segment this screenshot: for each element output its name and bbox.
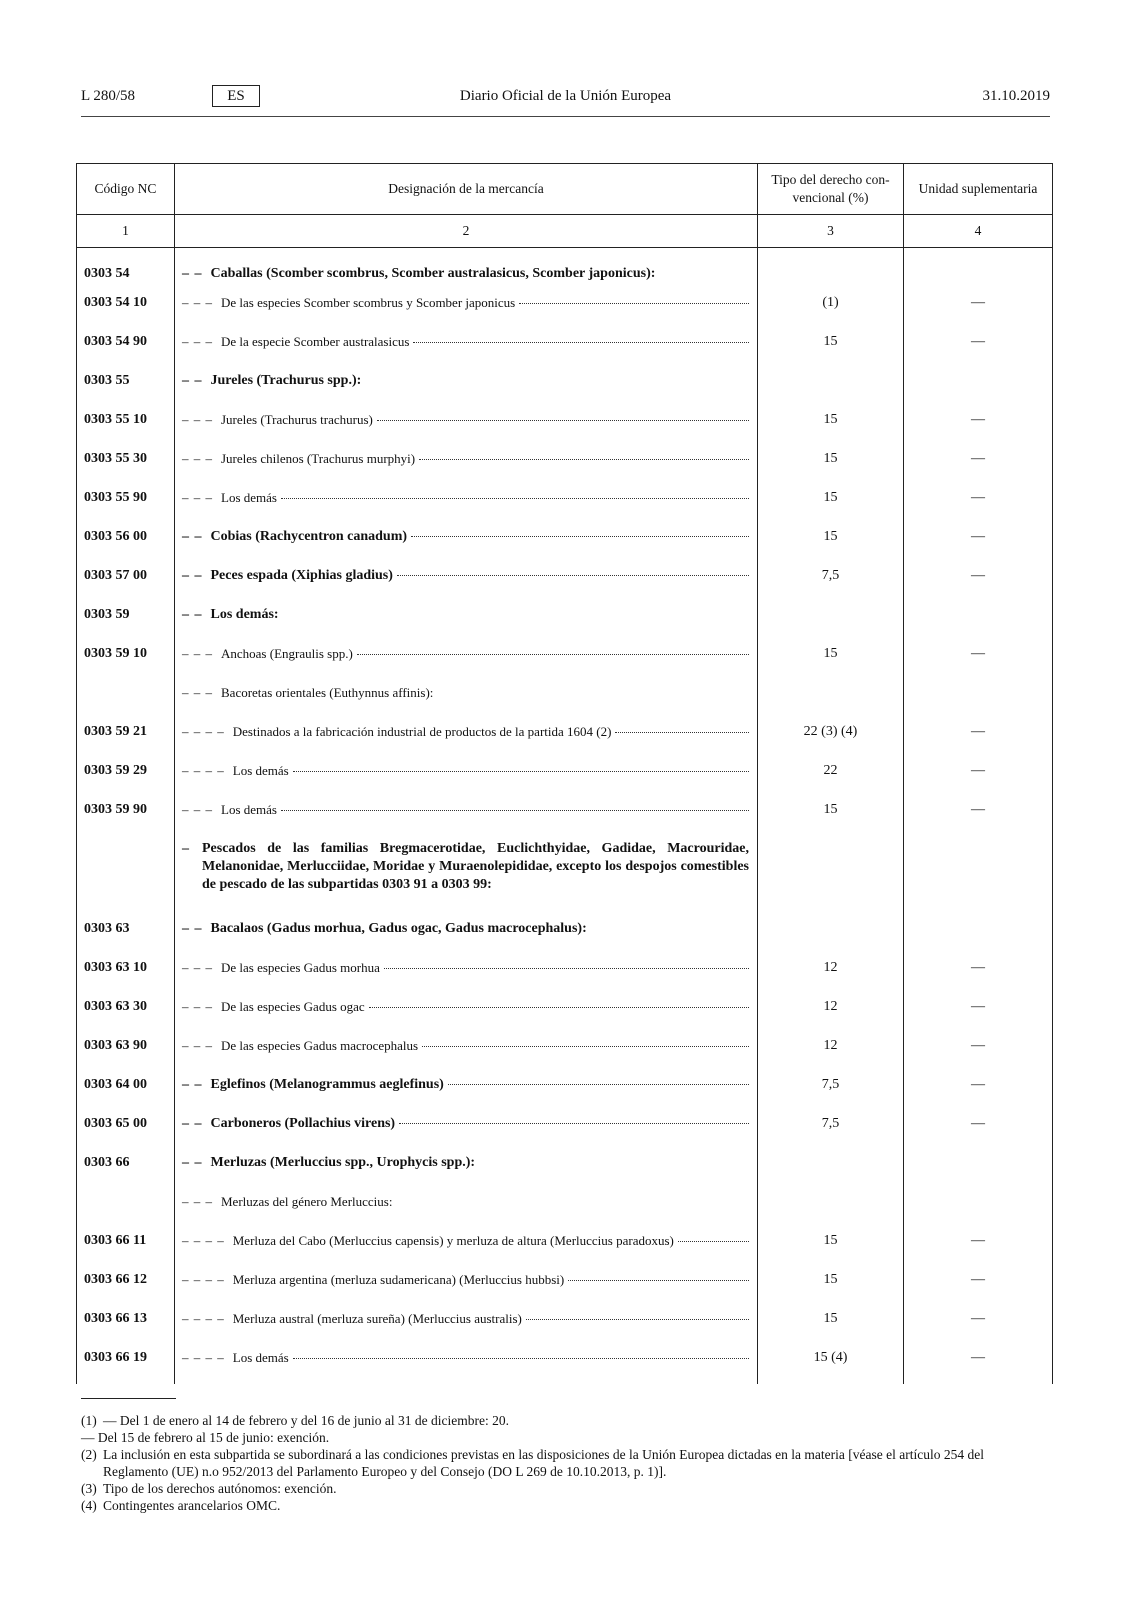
table-row [77, 407, 1053, 446]
cn-code: 0303 66 [77, 1150, 175, 1189]
cn-code: 0303 63 10 [77, 955, 175, 994]
duty-rate: 15 [758, 797, 904, 836]
description-text: Los demás: [210, 607, 279, 622]
footnote-text: Tipo de los derechos autónomos: exención. [103, 1481, 337, 1496]
duty-rate: 12 [758, 955, 904, 994]
goods-description [175, 1072, 758, 1111]
goods-description [175, 485, 758, 524]
duty-rate: 15 [758, 1228, 904, 1267]
table-row [77, 1111, 1053, 1150]
table-row [77, 563, 1053, 602]
level-dash: – – – – [182, 1233, 225, 1248]
cn-code: 0303 57 00 [77, 563, 175, 602]
table-row [77, 1306, 1053, 1345]
description-text: Carboneros (Pollachius virens) [210, 1116, 396, 1131]
supplementary-unit [904, 916, 1053, 955]
table-row [77, 680, 1053, 719]
cn-code: 0303 66 11 [77, 1228, 175, 1267]
supplementary-unit: — [904, 1267, 1053, 1306]
supplementary-unit [904, 1189, 1053, 1228]
cn-code: 0303 63 [77, 916, 175, 955]
cn-code: 0303 59 90 [77, 797, 175, 836]
supplementary-unit: — [904, 1228, 1053, 1267]
supplementary-unit: — [904, 524, 1053, 563]
supplementary-unit [904, 368, 1053, 407]
level-dash: – – – [182, 451, 213, 466]
level-dash: – – [182, 607, 203, 622]
footnote [81, 1429, 1050, 1446]
duty-rate: (1) [758, 290, 904, 329]
column-number: 4 [904, 215, 1053, 248]
header-rule [81, 116, 1050, 117]
duty-rate: 15 [758, 1306, 904, 1345]
level-dash: – – – [182, 646, 213, 661]
table-row [77, 797, 1053, 836]
dot-leader [411, 535, 749, 537]
level-dash: – – – [182, 802, 213, 817]
level-dash: – – – [182, 960, 213, 975]
duty-rate: 7,5 [758, 563, 904, 602]
level-dash: – – – – [182, 1350, 225, 1365]
duty-rate [758, 680, 904, 719]
footnote-text: La inclusión en esta subpartida se subordinará a las condiciones previstas en las disposiciones de la Unión Europea dictadas en la materia [véase el artículo 254 del Reglamento (UE) n.o 952/2013 del Parlamento Europeo y del Consejo (DO L 269 de 10.10.2013, p. 1)]. [103, 1447, 984, 1479]
supplementary-unit [904, 836, 1053, 916]
cn-code: 0303 64 00 [77, 1072, 175, 1111]
cn-code [77, 836, 175, 916]
dot-leader [422, 1045, 749, 1047]
goods-description [175, 1345, 758, 1384]
cn-code [77, 1189, 175, 1228]
dot-leader [281, 809, 749, 811]
supplementary-unit: — [904, 329, 1053, 368]
supplementary-unit: — [904, 1072, 1053, 1111]
level-dash: – – – [182, 685, 213, 700]
level-dash: – – [182, 1155, 203, 1170]
goods-description [175, 602, 758, 641]
supplementary-unit: — [904, 407, 1053, 446]
page-header [81, 88, 1050, 110]
description-text: De las especies Gadus morhua [221, 960, 380, 975]
cn-code: 0303 65 00 [77, 1111, 175, 1150]
goods-description [175, 563, 758, 602]
cn-code: 0303 54 90 [77, 329, 175, 368]
duty-rate [758, 602, 904, 641]
table-row [77, 1189, 1053, 1228]
description-text: Los demás [232, 763, 289, 778]
duty-rate: 15 (4) [758, 1345, 904, 1384]
duty-rate: 15 [758, 1267, 904, 1306]
description-text: Caballas (Scomber scombrus, Scomber australasicus, Scomber japonicus): [210, 266, 656, 281]
table-row [77, 290, 1053, 329]
publication-date: 31.10.2019 [982, 88, 1050, 104]
supplementary-unit: — [904, 563, 1053, 602]
supplementary-unit: — [904, 1111, 1053, 1150]
level-dash: – – – [182, 295, 213, 310]
supplementary-unit [904, 602, 1053, 641]
level-dash: – [182, 841, 189, 856]
cn-code: 0303 55 10 [77, 407, 175, 446]
table-row [77, 368, 1053, 407]
level-dash: – – – [182, 412, 213, 427]
table-row [77, 1150, 1053, 1189]
goods-description [175, 797, 758, 836]
goods-description [175, 1033, 758, 1072]
footnote-mark: (2) [81, 1447, 97, 1462]
duty-rate: 22 (3) (4) [758, 719, 904, 758]
table-row [77, 602, 1053, 641]
level-dash: – – [182, 921, 203, 936]
dot-leader [293, 770, 749, 772]
duty-rate: 22 [758, 758, 904, 797]
supplementary-unit: — [904, 797, 1053, 836]
goods-description [175, 407, 758, 446]
level-dash: – – [182, 1116, 203, 1131]
table-row [77, 1033, 1053, 1072]
cn-code: 0303 55 30 [77, 446, 175, 485]
goods-description [175, 1306, 758, 1345]
dot-leader [293, 1357, 749, 1359]
description-text: Los demás [221, 802, 277, 817]
table-row [77, 758, 1053, 797]
supplementary-unit: — [904, 446, 1053, 485]
description-text: De las especies Scomber scombrus y Scomber japonicus [221, 295, 516, 310]
supplementary-unit: — [904, 719, 1053, 758]
cn-code: 0303 59 29 [77, 758, 175, 797]
table-row [77, 485, 1053, 524]
description-text: Peces espada (Xiphias gladius) [210, 568, 393, 583]
table-row [77, 248, 1053, 291]
duty-rate [758, 248, 904, 291]
footnote-mark: (4) [81, 1498, 97, 1513]
journal-title: Diario Oficial de la Unión Europea [459, 88, 672, 104]
cn-code: 0303 66 12 [77, 1267, 175, 1306]
duty-rate: 15 [758, 524, 904, 563]
level-dash: – – [182, 568, 203, 583]
description-text: Eglefinos (Melanogrammus aeglefinus) [210, 1077, 444, 1092]
dot-leader [397, 574, 749, 576]
dot-leader [377, 419, 749, 421]
table-row [77, 329, 1053, 368]
goods-description [175, 290, 758, 329]
table-row [77, 1345, 1053, 1384]
description-text: Los demás [232, 1350, 289, 1365]
level-dash: – – [182, 529, 203, 544]
goods-description [175, 524, 758, 563]
cn-code: 0303 55 90 [77, 485, 175, 524]
dot-leader [369, 1006, 749, 1008]
duty-rate [758, 836, 904, 916]
level-dash: – – [182, 266, 203, 281]
goods-description [175, 836, 758, 916]
goods-description [175, 680, 758, 719]
tariff-table [76, 163, 1053, 1384]
goods-description [175, 758, 758, 797]
supplementary-unit: — [904, 955, 1053, 994]
goods-description [175, 1189, 758, 1228]
footnote-mark: (3) [81, 1481, 97, 1496]
table-row [77, 1267, 1053, 1306]
description-text: Merluzas (Merluccius spp., Urophycis spp.): [210, 1155, 476, 1170]
footnote [81, 1412, 1050, 1429]
footnote-text: — Del 15 de febrero al 15 de junio: exención. [81, 1430, 330, 1445]
footnote-text: Contingentes arancelarios OMC. [103, 1498, 281, 1513]
description-text: Jureles chilenos (Trachurus murphyi) [221, 451, 416, 466]
dot-leader [413, 341, 749, 343]
duty-rate: 12 [758, 994, 904, 1033]
footnote [81, 1480, 1050, 1497]
footnote-text: — Del 1 de enero al 14 de febrero y del 16 de junio al 31 de diciembre: 20. [103, 1413, 509, 1428]
table-row [77, 524, 1053, 563]
description-text: Bacoretas orientales (Euthynnus affinis): [221, 685, 434, 700]
footnote [81, 1497, 1050, 1514]
table-header-row [77, 164, 1053, 215]
description-text: Merluzas del género Merluccius: [221, 1194, 393, 1209]
duty-rate [758, 1150, 904, 1189]
description-text: De las especies Gadus macrocephalus [221, 1038, 419, 1053]
cn-code: 0303 66 13 [77, 1306, 175, 1345]
table-row [77, 916, 1053, 955]
cn-code: 0303 54 [77, 248, 175, 291]
supplementary-unit: — [904, 485, 1053, 524]
cn-code: 0303 63 90 [77, 1033, 175, 1072]
duty-rate: 15 [758, 329, 904, 368]
level-dash: – – – – [182, 763, 225, 778]
goods-description [175, 446, 758, 485]
description-text: Merluza austral (merluza sureña) (Merluccius australis) [232, 1311, 522, 1326]
level-dash: – – [182, 1077, 203, 1092]
description-text: Los demás [221, 490, 277, 505]
description-text: Merluza del Cabo (Merluccius capensis) y merluza de altura (Merluccius paradoxus) [232, 1233, 674, 1248]
column-number: 1 [77, 215, 175, 248]
language-badge: ES [212, 85, 260, 107]
table-row [77, 719, 1053, 758]
duty-rate: 7,5 [758, 1111, 904, 1150]
level-dash: – – – – [182, 724, 225, 739]
goods-description [175, 641, 758, 680]
cn-code: 0303 59 21 [77, 719, 175, 758]
level-dash: – – – [182, 999, 213, 1014]
table-column-number-row [77, 215, 1053, 248]
dot-leader [615, 731, 749, 733]
duty-rate [758, 916, 904, 955]
goods-description [175, 248, 758, 291]
goods-description [175, 955, 758, 994]
duty-rate: 7,5 [758, 1072, 904, 1111]
description-text: Bacalaos (Gadus morhua, Gadus ogac, Gadus macrocephalus): [210, 921, 587, 936]
cn-code: 0303 63 30 [77, 994, 175, 1033]
table-row [77, 1072, 1053, 1111]
supplementary-unit: — [904, 1033, 1053, 1072]
description-text: Jureles (Trachurus trachurus) [221, 412, 373, 427]
goods-description [175, 1150, 758, 1189]
footnotes [81, 1412, 1050, 1514]
table-row [77, 836, 1053, 916]
supplementary-unit: — [904, 994, 1053, 1033]
column-header: Código NC [77, 164, 175, 215]
table-row [77, 994, 1053, 1033]
goods-description [175, 1111, 758, 1150]
table-row [77, 641, 1053, 680]
dot-leader [448, 1083, 749, 1085]
cn-code: 0303 54 10 [77, 290, 175, 329]
duty-rate: 12 [758, 1033, 904, 1072]
footnote-mark: (1) [81, 1413, 97, 1428]
table-row [77, 955, 1053, 994]
level-dash: – – – – [182, 1272, 225, 1287]
table-row [77, 1228, 1053, 1267]
table-row [77, 446, 1053, 485]
description-text: De la especie Scomber australasicus [221, 334, 410, 349]
level-dash: – – – [182, 1194, 213, 1209]
description-text: Jureles (Trachurus spp.): [210, 373, 362, 388]
goods-description [175, 916, 758, 955]
duty-rate [758, 1189, 904, 1228]
column-number: 2 [175, 215, 758, 248]
goods-description [175, 719, 758, 758]
supplementary-unit [904, 248, 1053, 291]
description-text: Destinados a la fabricación industrial de productos de la partida 1604 (2) [232, 724, 612, 739]
description-text: Cobias (Rachycentron canadum) [210, 529, 408, 544]
level-dash: – – [182, 373, 203, 388]
cn-code: 0303 55 [77, 368, 175, 407]
supplementary-unit: — [904, 290, 1053, 329]
dot-leader [519, 302, 749, 304]
dot-leader [357, 653, 749, 655]
level-dash: – – – [182, 1038, 213, 1053]
description-text: Anchoas (Engraulis spp.) [221, 646, 353, 661]
dot-leader [419, 458, 749, 460]
description-text: Merluza argentina (merluza sudamericana) (Merluccius hubbsi) [232, 1272, 565, 1287]
goods-description [175, 1267, 758, 1306]
description-text: De las especies Gadus ogac [221, 999, 365, 1014]
supplementary-unit [904, 680, 1053, 719]
page-reference: L 280/58 [81, 88, 136, 104]
dot-leader [281, 497, 749, 499]
cn-code: 0303 56 00 [77, 524, 175, 563]
dot-leader [568, 1279, 749, 1281]
table-body [77, 248, 1053, 1385]
footnote [81, 1446, 1050, 1480]
goods-description [175, 329, 758, 368]
level-dash: – – – [182, 334, 213, 349]
dot-leader [384, 967, 749, 969]
goods-description [175, 994, 758, 1033]
supplementary-unit: — [904, 1345, 1053, 1384]
duty-rate: 15 [758, 485, 904, 524]
column-header: Designación de la mercancía [175, 164, 758, 215]
footnote-rule [81, 1398, 176, 1399]
supplementary-unit: — [904, 641, 1053, 680]
column-header: Tipo del derecho con-vencional (%) [758, 164, 904, 215]
cn-code: 0303 59 [77, 602, 175, 641]
duty-rate: 15 [758, 407, 904, 446]
column-header: Unidad suplementaria [904, 164, 1053, 215]
cn-code [77, 680, 175, 719]
dot-leader [526, 1318, 749, 1320]
description-text: Pescados de las familias Bregmacerotidae, Euclichthyidae, Gadidae, Macrouridae, Melanonidae, Merlucciidae, Moridae y Muraenolepididae, excepto los despojos comestibles de pescado de las subpartidas 0303 91 a 0303 99: [202, 841, 749, 892]
supplementary-unit: — [904, 758, 1053, 797]
cn-code: 0303 66 19 [77, 1345, 175, 1384]
dot-leader [678, 1240, 749, 1242]
cn-code: 0303 59 10 [77, 641, 175, 680]
dot-leader [399, 1122, 749, 1124]
column-number: 3 [758, 215, 904, 248]
level-dash: – – – – [182, 1311, 225, 1326]
duty-rate: 15 [758, 641, 904, 680]
duty-rate [758, 368, 904, 407]
goods-description [175, 368, 758, 407]
duty-rate: 15 [758, 446, 904, 485]
level-dash: – – – [182, 490, 213, 505]
supplementary-unit [904, 1150, 1053, 1189]
supplementary-unit: — [904, 1306, 1053, 1345]
goods-description [175, 1228, 758, 1267]
